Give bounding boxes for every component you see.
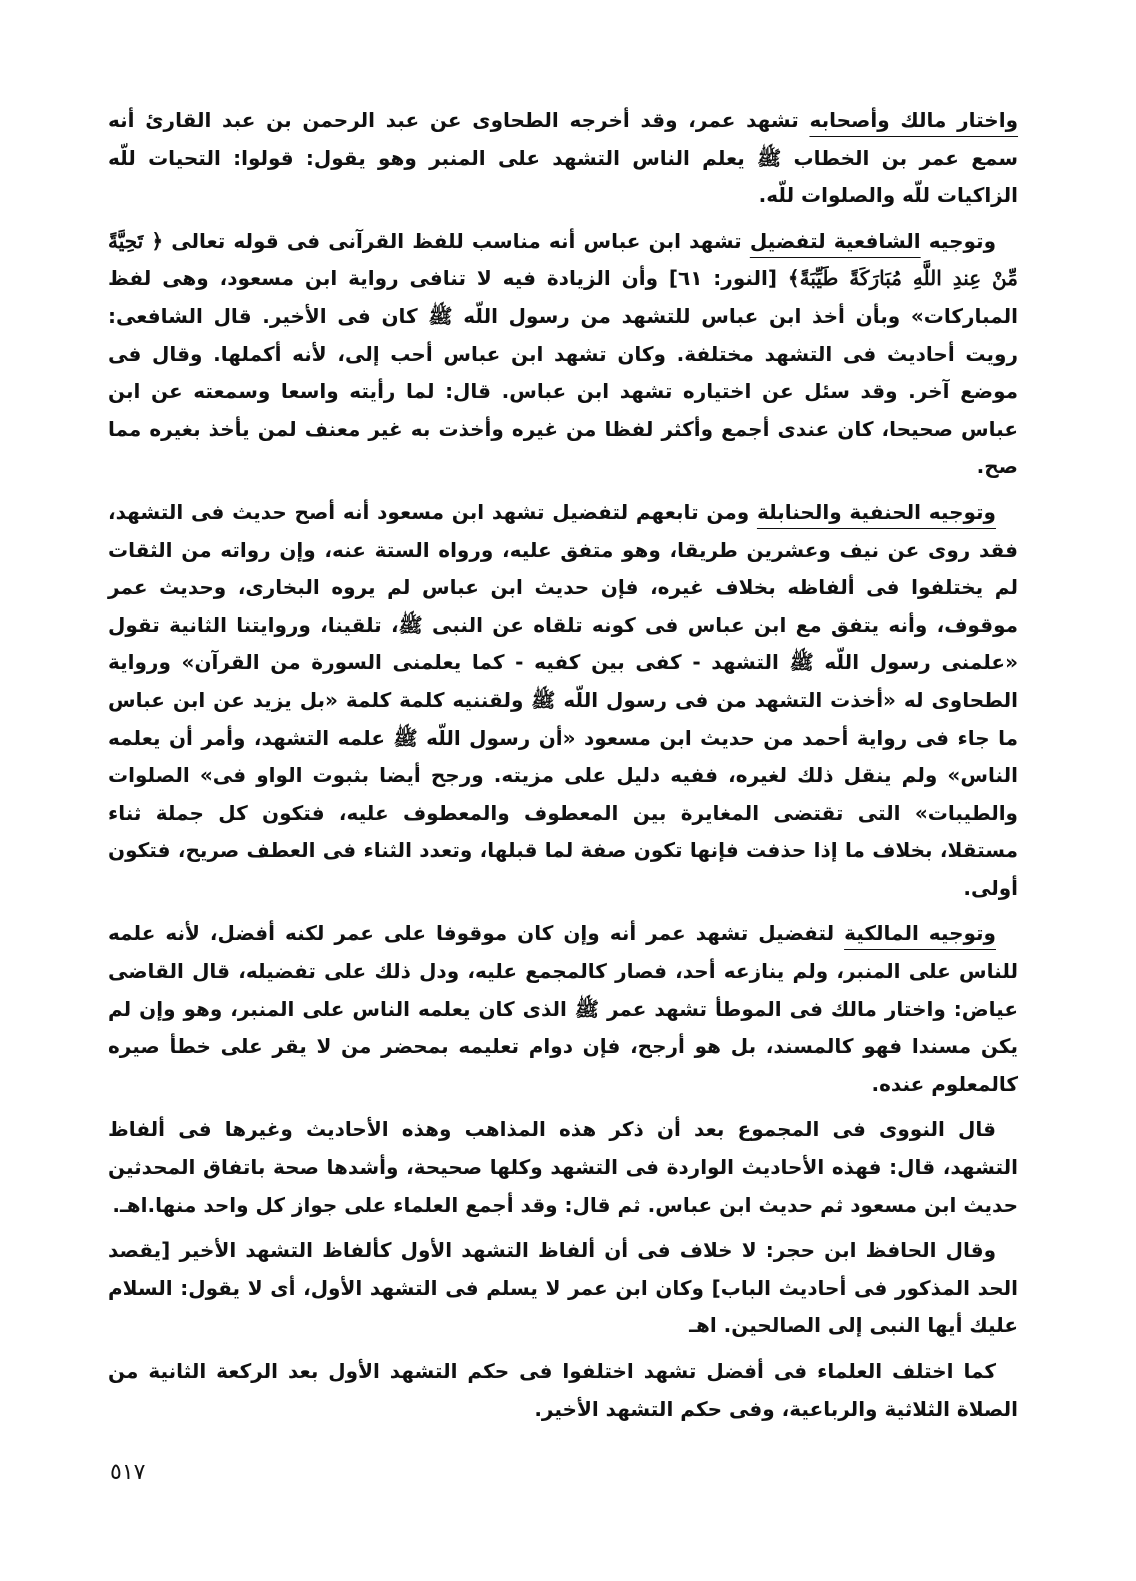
paragraph-hanafi-hanbali-reasoning bbox=[108, 494, 1018, 908]
underlined-heading: وتوجيه الحنفية والحنابلة bbox=[756, 499, 996, 524]
paragraph-text: وقال الحافظ ابن حجر: لا خلاف فى أن ألفاظ التشهد الأول كألفاظ التشهد الأخير [يقصد الحد المذكور فى أحاديث الباب] وكان ابن عمر لا يسلم فى التشهد الأول، أى لا يقول: السلام عليك أيها النبى إلى الصالحين. اهـ bbox=[108, 1238, 1018, 1338]
paragraph-text: قال النووى فى المجموع بعد أن ذكر هذه المذاهب وهذه الأحاديث وغيرها فى ألفاظ التشهد، قال: فهذه الأحاديث الواردة فى التشهد وكلها صحيحة، وأشدها صحة باتفاق المحدثين حديث ابن مسعود ثم حديث ابن عباس. ثم قال: وقد أجمع العلماء على جواز كل واحد منها.اهـ. bbox=[108, 1117, 1018, 1217]
paragraph-maliki-reasoning bbox=[108, 915, 1018, 1103]
paragraph-malik-choice bbox=[108, 102, 1018, 215]
paragraph-shafii-reasoning bbox=[108, 223, 1018, 486]
paragraph-text: كما اختلف العلماء فى أفضل تشهد اختلفوا فى حكم التشهد الأول بعد الركعة الثانية من الصلاة الثلاثية والرباعية، وفى حكم التشهد الأخير. bbox=[108, 1359, 1018, 1421]
document-body bbox=[108, 102, 1018, 1436]
paragraph-text: تشهد ابن عباس أنه مناسب للفظ القرآنى فى قوله تعالى bbox=[163, 228, 750, 253]
quran-verse: ﴿ تَحِيَّةً مِّنْ عِندِ اللَّهِ مُبَارَكَةً طَيِّبَةً﴾ bbox=[108, 228, 1018, 291]
underlined-heading: الشافعية لتفضيل bbox=[749, 228, 921, 253]
underlined-heading: واختار مالك وأصحابه bbox=[809, 108, 1019, 132]
page-number: ٥١٧ bbox=[110, 1460, 146, 1485]
underlined-heading: وتوجيه المالكية bbox=[844, 921, 996, 946]
paragraph-ibn-hajar-quote bbox=[108, 1232, 1018, 1345]
paragraph-text: لتفضيل تشهد عمر أنه وإن كان موقوفا على عمر لكنه أفضل، لأنه علمه للناس على المنبر، ولم ينازعه أحد، فصار كالمجمع عليه، ودل ذلك على تفضيله، قال القاضى عياض: واختار مالك فى الموطأ تشهد عمر ﷺ الذى كان يعلمه الناس على المنبر، وهو وإن لم يكن مسندا فهو كالمسند، بل هو أرجح، فإن دوام تعليمه بمحضر من لا يقر على خطأ صيره كالمعلوم عنده. bbox=[108, 921, 1018, 1096]
paragraph-first-tashahhud-ruling bbox=[108, 1353, 1018, 1428]
paragraph-text: تشهد عمر، وقد أخرجه الطحاوى عن عبد الرحمن بن عبد القارئ أنه سمع عمر بن الخطاب ﷺ يعلم الناس التشهد على المنبر وهو يقول: قولوا: التحيات للّه الزاكيات للّه والصلوات للّه. bbox=[108, 108, 1018, 208]
paragraph-prefix: وتوجيه bbox=[920, 228, 996, 253]
paragraph-text: ومن تابعهم لتفضيل تشهد ابن مسعود أنه أصح حديث فى التشهد، فقد روى عن نيف وعشرين طريقا، وهو متفق عليه، ورواه الستة عنه، وإن رواته من الثقات لم يختلفوا فى ألفاظه بخلاف غيره، فإن حديث ابن عباس لم يروه البخارى، وحديث عمر موقوف، وأنه يتفق مع ابن عباس فى كونه تلقاه عن النبى ﷺ، تلقينا، وروايتنا الثانية تقول «علمنى رسول اللّه ﷺ التشهد - كفى بين كفيه - كما يعلمنى السورة من القرآن» ورواية الطحاوى له «أخذت التشهد من فى رسول اللّه ﷺ ولقننيه كلمة كلمة «بل يزيد عن ابن عباس ما جاء فى رواية أحمد من حديث ابن مسعود «أن رسول اللّه ﷺ علمه التشهد، وأمر أن يعلمه الناس» ولم ينقل ذلك لغيره، ففيه دليل على مزيته. ورجح أيضا بثبوت الواو فى» الصلوات والطيبات» التى تقتضى المغايرة بين المعطوف والمعطوف عليه، فتكون كل جملة ثناء مستقلا، بخلاف ما إذا حذفت فإنها تكون صفة لما قبلها، وتعدد الثناء فى العطف صريح، فتكون أولى. bbox=[108, 499, 1018, 900]
paragraph-nawawi-quote bbox=[108, 1111, 1018, 1224]
paragraph-text: [النور: ٦١] وأن الزيادة فيه لا تنافى رواية ابن مسعود، وهى لفظ المباركات» وبأن أخذ ابن عباس للتشهد من رسول اللّه ﷺ كان فى الأخير. قال الشافعى: رويت أحاديث فى التشهد مختلفة. وكان تشهد ابن عباس أحب إلى، لأنه أكملها. وقال فى موضع آخر. وقد سئل عن اختياره تشهد ابن عباس. قال: لما رأيته واسعا وسمعته عن ابن عباس صحيحا، كان عندى أجمع وأكثر لفظا من غيره وأخذت به غير معنف لمن يأخذ بغيره مما صح. bbox=[108, 266, 1018, 479]
